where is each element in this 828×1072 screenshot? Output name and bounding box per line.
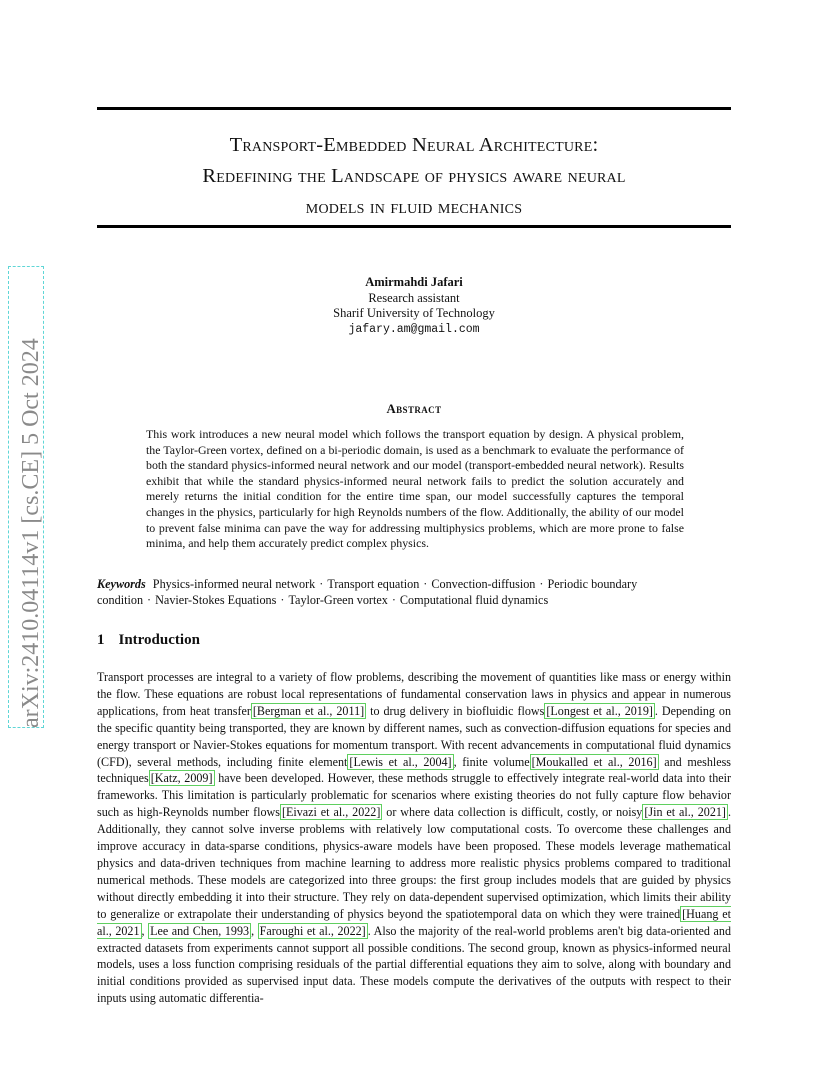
keyword-separator: · (391, 592, 396, 607)
author-name: Amirmahdi Jafari (365, 275, 463, 289)
intro-text: and meshless techniques (97, 754, 732, 786)
keyword-separator: · (147, 592, 152, 607)
intro-text: Transport processes are integral to a variety of flow problems, describing the movement of quantities like mass or energy within the flow. These equations are robust local representations of fundamental conservation laws in physics and appear in numerous applications, from heat transfer (97, 670, 731, 718)
keyword-item: Computational fluid dynamics (399, 592, 549, 607)
citation-link[interactable]: Lee and Chen, 1993 (150, 923, 250, 938)
paper-title (97, 130, 731, 223)
intro-text: . Additionally, they cannot solve inverse problems with relatively low computational costs. To overcome these challenges and improve accuracy in data-sparse conditions, physics-aware models have been proposed. These models leverage mathematical physics and data-driven techniques from machine learning to address more realistic physics problems compared to traditional numerical methods. These models are categorized into three groups: the first group includes models that are guided by physics without directly embedding it into their structure. They rely on data-dependent supervised optimization, which limits their ability to generalize or extrapolate their understanding of physics beyond the spatiotemporal data on which they were trained (97, 805, 731, 921)
keyword-item: Physics-informed neural network (152, 577, 316, 591)
title-line-2: Redefining the Landscape of physics aware neural (202, 165, 626, 187)
author-role: Research assistant (368, 290, 460, 305)
citation-link[interactable]: [Huang et al., 2021 (97, 906, 731, 938)
author-email[interactable]: jafary.am@gmail.com (348, 322, 480, 336)
keyword-separator: · (319, 577, 324, 591)
keyword-separator: · (539, 577, 544, 591)
citation-link[interactable]: [Eivazi et al., 2022] (281, 805, 381, 820)
citation-link[interactable]: [Jin et al., 2021] (644, 805, 726, 820)
keyword-item: Navier-Stokes Equations (155, 592, 277, 607)
intro-text: or where data collection is difficult, costly, or noisy (382, 805, 643, 820)
intro-text: , (251, 923, 258, 938)
citation-link[interactable]: [Longest et al., 2019] (546, 703, 653, 718)
abstract-text: This work introduces a new neural model which follows the transport equation by design. A physical problem, the Taylor-Green vortex, defined on a bi-periodic domain, is used as a benchmark to evaluate the performance of both the standard physics-informed neural network and our model (transport-embedded neural network). Results exhibit that while the standard physics-informed neural network fails to predict the solution accurately and merely returns the initial condition for the entire time span, our model successfully captures the temporal changes in the physics, particularly for high Reynolds numbers of the flow. Additionally, the ability of our model to prevent false minima can pave the way for addressing multiphysics problems, which are more prone to false minima, and help them accurately predict complex physics. (146, 427, 684, 551)
intro-text: , (141, 923, 149, 938)
keywords-block (97, 577, 731, 608)
section-heading (97, 632, 200, 649)
keyword-item: Transport equation (327, 577, 420, 591)
section-title: Introduction (118, 632, 200, 648)
intro-text: have been developed. However, these methods struggle to effectively integrate real-world data into their frameworks. This limitation is particularly problematic for scenarios where existing theories do not fully capture flow behavior such as high-Reynolds number flows (97, 771, 731, 820)
keyword-item: Periodic boundary condition (97, 577, 638, 607)
keywords-label: Keywords (97, 577, 146, 591)
keyword-separator: · (423, 577, 428, 591)
abstract-heading-text: Abstract (386, 402, 442, 416)
abstract-heading (0, 402, 828, 417)
title-top-rule (97, 107, 731, 110)
title-line-3: models in fluid mechanics (305, 196, 523, 218)
title-line-1: Transport-Embedded Neural Architecture: (229, 134, 599, 156)
title-bottom-rule (97, 225, 731, 228)
arxiv-identifier[interactable]: arXiv:2410.04114v1 [cs.CE] 5 Oct 2024 (18, 338, 44, 728)
citation-link[interactable]: [Lewis et al., 2004] (349, 754, 452, 769)
intro-text: to drug delivery in biofluidic flows (366, 703, 545, 718)
section-number: 1 (97, 632, 105, 648)
keyword-item: Taylor-Green vortex (288, 592, 388, 607)
citation-link[interactable]: [Bergman et al., 2011] (252, 703, 365, 718)
citation-link[interactable]: [Katz, 2009] (150, 771, 213, 786)
author-block (0, 275, 828, 337)
citation-link[interactable]: Faroughi et al., 2022] (259, 923, 366, 938)
intro-text: . Depending on the specific quantity being transported, they are known by different names, such as convection-diffusion equations for species and energy transport or Navier-Stokes equations for momentum transport. With recent advancements in computational fluid dynamics (CFD), several methods, including finite element (97, 703, 731, 769)
introduction-paragraph (97, 669, 731, 1007)
keyword-separator: · (280, 592, 285, 607)
keyword-item: Convection-diffusion (431, 577, 536, 591)
author-affiliation: Sharif University of Technology (333, 306, 495, 320)
citation-link[interactable]: [Moukalled et al., 2016] (531, 754, 657, 769)
intro-text: , finite volume (453, 754, 530, 769)
intro-text: . Also the majority of the real-world problems aren't big data-oriented and extracted datasets from experiments cannot support all possible conditions. The second group, known as physics-informed neural models, uses a loss function comprising residuals of the partial differential equations they aim to solve, along with boundary and initial conditions provided as supervised input data. These models compute the derivatives of the outputs with respect to their inputs using automatic differentia- (97, 923, 731, 1006)
